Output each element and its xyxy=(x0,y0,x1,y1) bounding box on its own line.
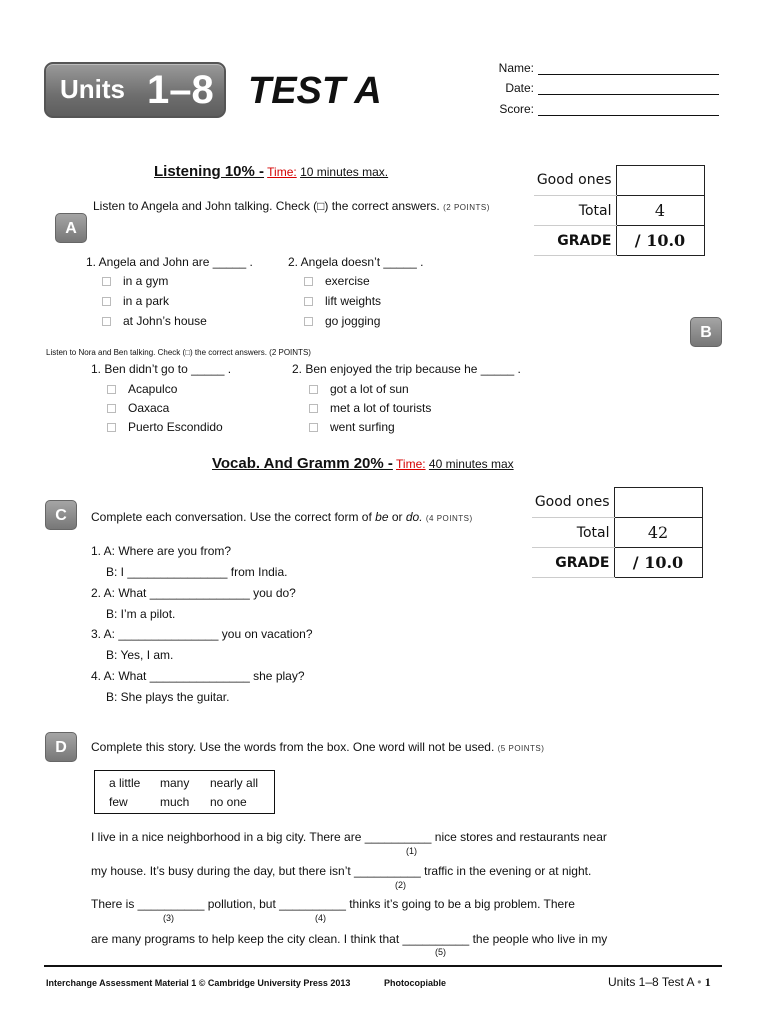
grade-table-listening xyxy=(534,165,705,256)
option-label: lift weights xyxy=(325,294,382,308)
option-label: went surfing xyxy=(330,420,395,434)
footer-test-label xyxy=(608,975,711,990)
checkbox[interactable] xyxy=(304,297,313,306)
option-a2-2[interactable] xyxy=(304,294,381,308)
section-d-badge: D xyxy=(45,732,77,762)
option-label: in a park xyxy=(123,294,170,308)
name-label: Name: xyxy=(498,61,534,75)
checkbox[interactable] xyxy=(309,385,318,394)
date-label: Date: xyxy=(505,81,534,95)
units-badge xyxy=(44,62,226,118)
blank-number: (5) xyxy=(435,947,446,957)
vocab-title: Vocab. And Gramm 20% - xyxy=(212,455,393,472)
total-label: Total xyxy=(534,196,616,226)
option-label: go jogging xyxy=(325,314,381,328)
word-box xyxy=(94,770,275,814)
checkbox[interactable] xyxy=(304,317,313,326)
listening-time-value: 10 minutes max. xyxy=(300,165,389,179)
section-c-badge: C xyxy=(45,500,77,530)
test-title: TEST A xyxy=(248,70,382,112)
option-b1-2[interactable] xyxy=(107,401,169,415)
conversation-line: B: Yes, I am. xyxy=(106,648,174,662)
page-number: 1 xyxy=(704,975,711,989)
blank-number: (1) xyxy=(406,846,417,856)
box-word: no one xyxy=(210,795,247,809)
section-a-instruction-text: Listen to Angela and John talking. Check (□) the correct answers. xyxy=(93,199,440,213)
section-d-instruction-text: Complete this story. Use the words from the box. One word will not be used. xyxy=(91,740,495,754)
listening-time-label: Time: xyxy=(267,165,297,179)
option-b2-3[interactable] xyxy=(309,420,395,434)
option-label: Acapulco xyxy=(128,382,178,396)
score-label: Score: xyxy=(499,102,534,116)
conversation-line: 1. A: Where are you from? xyxy=(91,544,232,558)
listening-heading xyxy=(154,163,388,180)
checkbox[interactable] xyxy=(309,404,318,413)
blank-number: (4) xyxy=(315,913,326,923)
section-c-instruction xyxy=(91,510,473,524)
conversation-line[interactable]: 2. A: What _______________ you do? xyxy=(91,586,296,600)
box-word: a little xyxy=(109,776,141,790)
option-label: Puerto Escondido xyxy=(128,420,223,434)
score-field[interactable] xyxy=(496,102,719,116)
section-c-instruction-text: Complete each conversation. Use the correct form of xyxy=(91,510,376,524)
footer-test-title: Units 1–8 Test A xyxy=(608,975,694,989)
story-line[interactable]: I live in a nice neighborhood in a big city. There are __________ nice stores and restaurants near xyxy=(91,830,607,844)
checkbox[interactable] xyxy=(102,297,111,306)
checkbox[interactable] xyxy=(107,423,116,432)
good-ones-label: Good ones xyxy=(534,166,616,196)
box-word: much xyxy=(160,795,190,809)
name-field[interactable] xyxy=(496,61,719,75)
option-a1-3[interactable] xyxy=(102,314,207,328)
footer-rule xyxy=(44,965,722,967)
grade-label: GRADE xyxy=(532,548,614,578)
question-a2: 2. Angela doesn’t _____ . xyxy=(288,255,424,269)
option-b2-1[interactable] xyxy=(309,382,409,396)
grade-label: GRADE xyxy=(534,226,616,256)
footer-copyright: Interchange Assessment Material 1 © Cambridge University Press 2013 xyxy=(46,978,351,988)
section-d-points: (5 POINTS) xyxy=(497,744,545,753)
conversation-line: B: I’m a pilot. xyxy=(106,607,176,621)
option-label: Oaxaca xyxy=(128,401,170,415)
good-ones-value[interactable] xyxy=(614,488,702,518)
option-b2-2[interactable] xyxy=(309,401,431,415)
story-line[interactable]: my house. It’s busy during the day, but there isn’t __________ traffic in the evening or at night. xyxy=(91,864,592,878)
checkbox[interactable] xyxy=(107,385,116,394)
checkbox[interactable] xyxy=(107,404,116,413)
total-value[interactable]: 4 xyxy=(616,196,704,226)
date-field[interactable] xyxy=(496,81,719,95)
box-word: nearly all xyxy=(210,776,259,790)
option-label: in a gym xyxy=(123,274,169,288)
option-a1-2[interactable] xyxy=(102,294,169,308)
good-ones-value[interactable] xyxy=(616,166,704,196)
grade-value[interactable]: / 10.0 xyxy=(614,548,702,578)
vocab-time-label: Time: xyxy=(396,457,426,471)
conversation-line: B: She plays the guitar. xyxy=(106,690,230,704)
option-label: exercise xyxy=(325,274,370,288)
blank-number: (3) xyxy=(163,913,174,923)
grade-value[interactable]: / 10.0 xyxy=(616,226,704,256)
box-word: few xyxy=(109,795,128,809)
story-line[interactable]: There is __________ pollution, but __________ thinks it’s going to be a big problem. There xyxy=(91,897,575,911)
date-line[interactable] xyxy=(538,83,719,95)
checkbox[interactable] xyxy=(304,277,313,286)
units-word: Units xyxy=(60,74,125,104)
question-b1: 1. Ben didn’t go to _____ . xyxy=(91,362,232,376)
vocab-time-value: 40 minutes max xyxy=(428,457,514,471)
option-label: got a lot of sun xyxy=(330,382,409,396)
units-range: 1–8 xyxy=(147,68,214,112)
option-label: at John’s house xyxy=(123,314,207,328)
word-be: be xyxy=(375,510,389,524)
section-a-badge: A xyxy=(55,213,87,243)
question-b2: 2. Ben enjoyed the trip because he _____ . xyxy=(292,362,521,376)
conversation-line[interactable]: B: I _______________ from India. xyxy=(106,565,288,579)
total-label: Total xyxy=(532,518,614,548)
score-line[interactable] xyxy=(538,104,719,116)
option-a1-1[interactable] xyxy=(102,274,168,288)
word-or: or xyxy=(388,510,406,524)
checkbox[interactable] xyxy=(102,277,111,286)
blank-number: (2) xyxy=(395,880,406,890)
total-value[interactable]: 42 xyxy=(614,518,702,548)
name-line[interactable] xyxy=(538,63,719,75)
option-b1-1[interactable] xyxy=(107,382,177,396)
section-c-points: (4 POINTS) xyxy=(425,514,473,523)
footer-photocopiable: Photocopiable xyxy=(384,978,447,988)
good-ones-label: Good ones xyxy=(532,488,614,518)
footer-bullet: • xyxy=(697,975,702,989)
listening-title: Listening 10% - xyxy=(154,163,265,180)
option-label: met a lot of tourists xyxy=(330,401,432,415)
section-d-instruction xyxy=(91,740,544,754)
checkbox[interactable] xyxy=(102,317,111,326)
section-a-points: (2 POINTS) xyxy=(443,203,490,212)
grade-table-vocab xyxy=(532,487,703,578)
section-b-badge: B xyxy=(690,317,722,347)
option-b1-3[interactable] xyxy=(107,420,223,434)
checkbox[interactable] xyxy=(309,423,318,432)
section-a-instruction xyxy=(93,199,490,213)
word-do: do. xyxy=(405,510,423,524)
section-b-instruction: Listen to Nora and Ben talking. Check (□) the correct answers. (2 POINTS) xyxy=(46,348,311,357)
question-a1: 1. Angela and John are _____ . xyxy=(86,255,253,269)
vocab-heading xyxy=(212,455,514,472)
conversation-line[interactable]: 4. A: What _______________ she play? xyxy=(91,669,305,683)
option-a2-1[interactable] xyxy=(304,274,370,288)
option-a2-3[interactable] xyxy=(304,314,380,328)
conversation-line[interactable]: 3. A: _______________ you on vacation? xyxy=(91,627,313,641)
story-line[interactable]: are many programs to help keep the city clean. I think that __________ the people who live in my xyxy=(91,932,608,946)
box-word: many xyxy=(160,776,190,790)
